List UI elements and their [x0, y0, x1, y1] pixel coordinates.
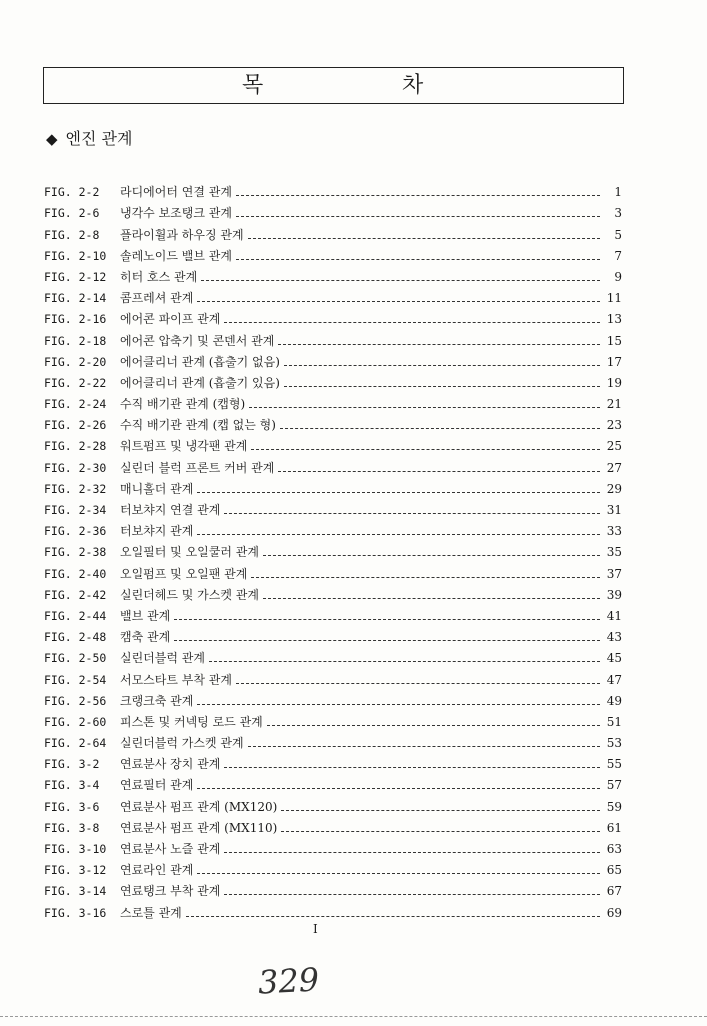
toc-leader-dashes	[236, 195, 600, 196]
toc-entry	[44, 856, 622, 877]
toc-leader-dashes	[236, 259, 600, 260]
toc-entry-page: 35	[606, 545, 622, 560]
toc-entry-code: FIG. 2-30	[44, 460, 107, 475]
toc-entry-page: 61	[606, 820, 622, 835]
toc-entry-page: 23	[606, 418, 622, 433]
toc-leader-dashes	[236, 683, 600, 684]
toc-leader-dashes	[263, 555, 600, 556]
toc-entry-page: 31	[606, 503, 622, 517]
diamond-icon: ◆	[46, 130, 58, 148]
toc-entry-label: 실린더블럭 가스켓 관계	[120, 736, 244, 751]
toc-entry-label: 실린더블럭 관계	[120, 651, 205, 666]
toc-leader-dashes	[248, 746, 600, 747]
toc-entry	[44, 792, 622, 813]
toc-entry-label: 콤프레셔 관계	[120, 291, 194, 306]
toc-entry-page: 19	[606, 375, 622, 390]
toc-entry	[44, 835, 622, 856]
toc-entry-page: 11	[606, 291, 622, 306]
toc-leader-dashes	[251, 449, 600, 450]
toc-entry-code: FIG. 2-36	[44, 524, 107, 539]
toc-entry-label: 오일필터 및 오일쿨러 관계	[120, 545, 259, 560]
toc-entry	[44, 665, 622, 686]
toc-entry	[44, 623, 622, 644]
page-title-char-1: 목	[242, 73, 264, 98]
toc-entry-label: 워트펌프 및 냉각팬 관계	[120, 439, 248, 454]
toc-entry-page: 29	[606, 481, 622, 496]
toc-entry-code: FIG. 2-42	[44, 587, 107, 602]
toc-entry-page: 63	[606, 842, 622, 856]
toc-entry-page: 13	[606, 312, 622, 327]
toc-entry	[44, 581, 622, 602]
toc-entry-page: 3	[614, 206, 622, 221]
toc-leader-dashes	[209, 661, 600, 662]
toc-entry-label: 스로틀 관계	[120, 905, 182, 920]
toc-entry-page: 51	[606, 714, 622, 729]
toc-entry-code: FIG. 2-24	[44, 397, 107, 412]
footer-page-number: I	[313, 922, 318, 936]
toc-entry-code: FIG. 2-54	[44, 672, 107, 687]
toc-entry-page: 25	[606, 439, 622, 454]
toc-entry	[44, 814, 622, 835]
toc-entry-code: FIG. 2-14	[44, 291, 107, 306]
toc-entry-code: FIG. 2-48	[44, 630, 107, 645]
toc-entry-page: 57	[606, 778, 622, 793]
toc-entry	[44, 348, 622, 369]
toc-entry-label: 에어클리너 관계 (흡출기 있음)	[120, 375, 280, 390]
toc-entry-label: 피스톤 및 커넥팅 로드 관계	[120, 714, 263, 729]
toc-entry	[44, 750, 622, 771]
toc-leader-dashes	[197, 534, 600, 535]
toc-entry-label: 오일펌프 및 오일팬 관계	[120, 566, 248, 581]
toc-entry-code: FIG. 2-44	[44, 608, 107, 623]
toc-entry	[44, 199, 622, 220]
toc-entry	[44, 729, 622, 750]
toc-entry-code: FIG. 2-6	[44, 206, 100, 221]
toc-leader-dashes	[248, 238, 600, 239]
toc-entry-page: 69	[606, 905, 622, 920]
toc-entry-code: FIG. 2-20	[44, 354, 107, 369]
toc-entry-code: FIG. 3-14	[44, 884, 107, 899]
toc-entry-page: 39	[606, 587, 622, 602]
toc-entry-code: FIG. 2-28	[44, 439, 107, 454]
toc-entry-label: 크랭크축 관계	[120, 693, 194, 708]
toc-leader-dashes	[197, 301, 600, 302]
toc-leader-dashes	[186, 916, 600, 917]
toc-entry-code: FIG. 2-56	[44, 693, 107, 708]
toc-entry-label: 에어콘 파이프 관계	[120, 312, 221, 327]
toc-entry	[44, 305, 622, 326]
toc-entry-page: 65	[606, 863, 622, 878]
toc-entry-label: 플라이휠과 하우징 관계	[120, 227, 244, 242]
toc-entry-label: 터보챠지 관계	[120, 524, 194, 539]
toc-leader-dashes	[174, 640, 600, 641]
handwritten-note: 329	[257, 960, 321, 1002]
toc-entry-label: 실린더 블럭 프론트 커버 관계	[120, 460, 275, 475]
toc-leader-dashes	[224, 322, 600, 323]
toc-entry-page: 49	[606, 693, 622, 708]
toc-entry-page: 15	[606, 333, 622, 348]
toc-entry-code: FIG. 2-60	[44, 714, 107, 729]
toc-entry-page: 9	[614, 269, 622, 284]
toc-entry	[44, 877, 622, 898]
toc-entry	[44, 771, 622, 792]
toc-entry-code: FIG. 2-40	[44, 566, 107, 581]
toc-entry	[44, 475, 622, 496]
toc-leader-dashes	[278, 344, 600, 345]
toc-leader-dashes	[224, 894, 600, 895]
toc-entry-code: FIG. 2-8	[44, 227, 100, 242]
section-heading-label: 엔진 관계	[65, 129, 133, 148]
toc-entry-code: FIG. 3-2	[44, 757, 100, 772]
toc-entry	[44, 178, 622, 199]
toc-entry-code: FIG. 2-22	[44, 375, 107, 390]
toc-entry-code: FIG. 3-4	[44, 778, 100, 793]
toc-entry-code: FIG. 3-12	[44, 863, 107, 878]
toc-entry-code: FIG. 2-50	[44, 651, 107, 666]
toc-entry-code: FIG. 2-16	[44, 312, 107, 327]
toc-entry	[44, 220, 622, 241]
toc-entry	[44, 559, 622, 580]
toc-entry-page: 59	[606, 799, 622, 814]
table-of-contents	[44, 178, 622, 920]
toc-entry	[44, 263, 622, 284]
toc-entry-code: FIG. 2-12	[44, 269, 107, 284]
toc-leader-dashes	[174, 619, 600, 620]
toc-entry-code: FIG. 2-38	[44, 545, 107, 560]
toc-entry-code: FIG. 2-64	[44, 736, 107, 751]
toc-entry	[44, 517, 622, 538]
toc-entry-code: FIG. 2-10	[44, 248, 107, 263]
section-heading	[46, 128, 132, 150]
toc-entry	[44, 687, 622, 708]
page-title-char-2: 차	[402, 73, 424, 98]
toc-entry-label: 수직 배기관 관계 (캡 없는 형)	[120, 418, 276, 433]
toc-entry-page: 1	[614, 185, 622, 200]
toc-entry-code: FIG. 2-34	[44, 503, 107, 517]
toc-leader-dashes	[197, 492, 600, 493]
toc-entry-label: 연료탱크 부착 관계	[120, 884, 221, 899]
toc-entry-label: 터보챠지 연결 관계	[120, 503, 221, 517]
toc-entry-label: 히터 호스 관계	[120, 269, 198, 284]
toc-entry-label: 연료분사 장치 관계	[120, 757, 221, 772]
toc-entry-label: 매니홀더 관계	[120, 481, 194, 496]
toc-entry-label: 실린더헤드 및 가스켓 관계	[120, 587, 259, 602]
toc-entry-page: 45	[606, 651, 622, 666]
toc-entry	[44, 602, 622, 623]
toc-entry-code: FIG. 2-2	[44, 185, 100, 200]
toc-leader-dashes	[267, 725, 600, 726]
toc-entry-page: 33	[606, 524, 622, 539]
toc-entry-page: 17	[606, 354, 622, 369]
bottom-edge-rule	[0, 1016, 707, 1017]
toc-entry-label: 냉각수 보조탱크 관계	[120, 206, 232, 221]
toc-entry-label: 서모스타트 부착 관계	[120, 672, 232, 687]
toc-leader-dashes	[281, 810, 600, 811]
toc-leader-dashes	[201, 280, 600, 281]
toc-entry	[44, 496, 622, 517]
toc-entry-label: 캠축 관계	[120, 630, 171, 645]
toc-entry	[44, 453, 622, 474]
toc-entry-label: 에어클리너 관계 (흡출기 없음)	[120, 354, 280, 369]
toc-entry	[44, 390, 622, 411]
toc-entry-label: 연료필터 관계	[120, 778, 194, 793]
toc-entry-code: FIG. 3-16	[44, 905, 107, 920]
page-title-box	[43, 67, 624, 104]
toc-entry-page: 37	[606, 566, 622, 581]
toc-entry-label: 라디에어터 연결 관계	[120, 185, 232, 200]
toc-entry-label: 연료분사 펌프 관계 (MX120)	[120, 799, 278, 814]
toc-entry-code: FIG. 3-10	[44, 842, 107, 856]
toc-entry	[44, 898, 622, 919]
toc-entry-label: 연료분사 펌프 관계 (MX110)	[120, 820, 278, 835]
toc-entry	[44, 708, 622, 729]
toc-entry-page: 21	[606, 397, 622, 412]
toc-leader-dashes	[236, 216, 600, 217]
toc-leader-dashes	[280, 428, 600, 429]
toc-entry-page: 43	[606, 630, 622, 645]
toc-leader-dashes	[251, 577, 600, 578]
toc-entry-label: 수직 배기관 관계 (캡형)	[120, 397, 246, 412]
toc-entry	[44, 538, 622, 559]
toc-entry-page: 5	[614, 227, 622, 242]
toc-entry-label: 밸브 관계	[120, 608, 171, 623]
toc-entry-label: 연료라인 관계	[120, 863, 194, 878]
toc-entry-code: FIG. 2-26	[44, 418, 107, 433]
toc-entry	[44, 369, 622, 390]
toc-leader-dashes	[263, 598, 600, 599]
toc-entry-page: 55	[606, 757, 622, 772]
toc-leader-dashes	[249, 407, 600, 408]
toc-entry-page: 27	[606, 460, 622, 475]
toc-leader-dashes	[224, 767, 600, 768]
toc-entry	[44, 242, 622, 263]
toc-entry-label: 에어콘 압축기 및 콘덴서 관계	[120, 333, 275, 348]
toc-leader-dashes	[278, 471, 600, 472]
toc-leader-dashes	[197, 788, 600, 789]
toc-leader-dashes	[197, 873, 600, 874]
toc-leader-dashes	[284, 386, 600, 387]
toc-entry	[44, 326, 622, 347]
toc-entry-code: FIG. 2-18	[44, 333, 107, 348]
toc-entry	[44, 284, 622, 305]
toc-leader-dashes	[224, 852, 600, 853]
toc-entry-page: 53	[606, 736, 622, 751]
toc-entry	[44, 644, 622, 665]
toc-entry-label: 솔레노이드 밸브 관계	[120, 248, 232, 263]
toc-leader-dashes	[281, 831, 600, 832]
toc-leader-dashes	[284, 365, 600, 366]
toc-entry-page: 47	[606, 672, 622, 687]
toc-leader-dashes	[224, 513, 600, 514]
toc-entry-label: 연료분사 노즐 관계	[120, 842, 221, 856]
toc-entry	[44, 411, 622, 432]
toc-leader-dashes	[197, 704, 600, 705]
toc-entry-page: 67	[606, 884, 622, 899]
toc-entry	[44, 432, 622, 453]
toc-entry-code: FIG. 3-6	[44, 799, 100, 814]
toc-entry-page: 41	[606, 608, 622, 623]
toc-entry-page: 7	[614, 248, 622, 263]
toc-entry-code: FIG. 3-8	[44, 820, 100, 835]
toc-entry-code: FIG. 2-32	[44, 481, 107, 496]
